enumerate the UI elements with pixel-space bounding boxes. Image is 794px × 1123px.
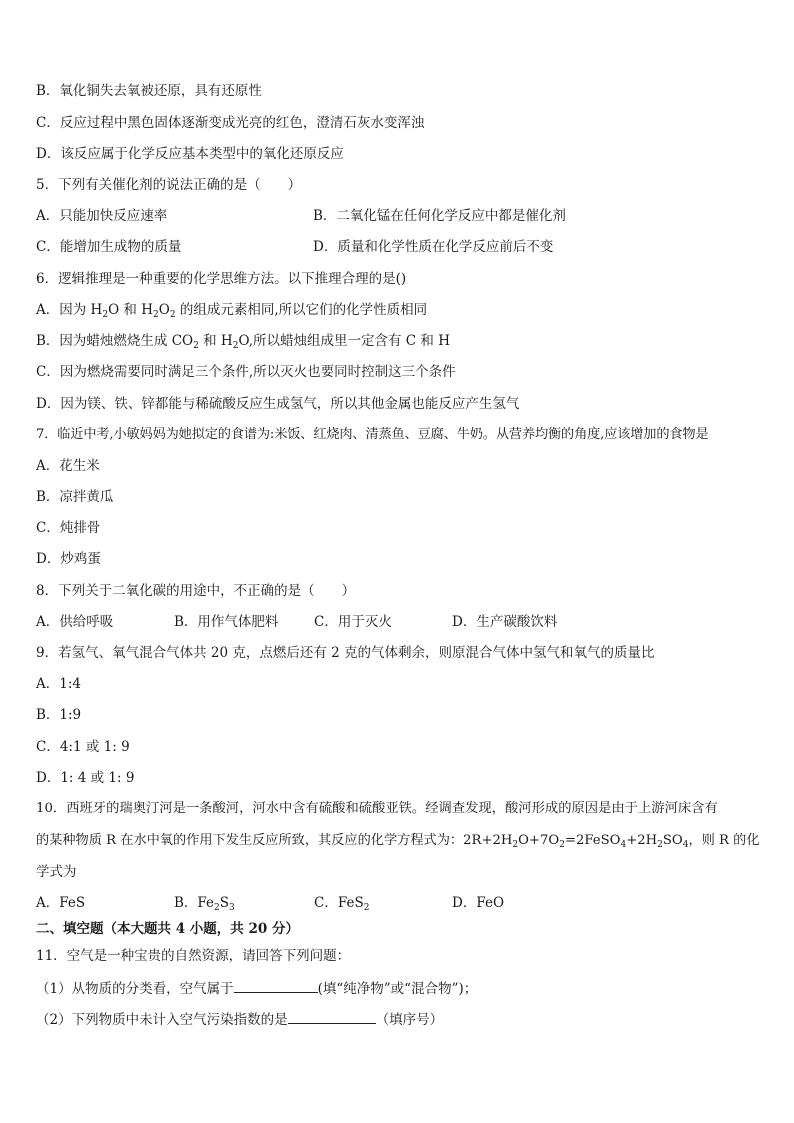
q7-option-c: C．炖排骨 (36, 520, 101, 536)
section-title: 二、填空题（本大题共 4 小题，共 20 分） (36, 921, 299, 937)
q7-option-a: A．花生米 (36, 458, 100, 474)
q9-stem: 9．若氢气、氧气混合气体共 20 克，点燃后还有 2 克的气体剩余，则原混合气体中氢气和氧气的质量比 (36, 645, 655, 661)
q7-option-d: D．炒鸡蛋 (36, 551, 101, 567)
q10-option-b: B．$Fe_2S_3$ (174, 895, 235, 913)
q10-option-c: C．FeS$_2$ (314, 895, 370, 913)
q8-option-a: A．供给呼吸 (36, 614, 114, 630)
q6-option-a: A．因为 $H_2O$ 和 $H_2O_2$ 的组成元素相同,所以它们的化学性质相同 (36, 302, 428, 320)
q8-option-b: B．用作气体肥料 (174, 614, 279, 630)
q5-stem: 5．下列有关催化剂的说法正确的是（ ） (36, 177, 302, 193)
q5-option-b: B．二氧化锰在任何化学反应中都是催化剂 (313, 208, 566, 224)
answer-blank-1[interactable] (234, 978, 318, 993)
q4-option-b: B．氧化铜失去氧被还原，具有还原性 (36, 83, 262, 99)
q10-option-d: D．FeO (452, 895, 505, 911)
q8-option-d: D．生产碳酸饮料 (452, 614, 558, 630)
q4-option-d: D．该反应属于化学反应基本类型中的氧化还原反应 (36, 146, 344, 162)
q6-stem: 6．逻辑推理是一种重要的化学思维方法。以下推理合理的是() (36, 271, 407, 287)
q5-option-a: A．只能加快反应速率 (36, 208, 168, 224)
q7-option-b: B．凉拌黄瓜 (36, 489, 114, 505)
q6-option-d: D．因为镁、铁、锌都能与稀硫酸反应生成氢气，所以其他金属也能反应产生氢气 (36, 396, 520, 412)
q11-part1: （1）从物质的分类看，空气属于 (填“纯净物”或“混合物”)； (36, 978, 477, 998)
q9-option-c: C．4:1 或 1: 9 (36, 739, 130, 755)
q11-stem: 11．空气是一种宝贵的自然资源，请回答下列问题： (36, 948, 351, 964)
q6-option-c: C．因为燃烧需要同时满足三个条件,所以灭火也要同时控制这三个条件 (36, 364, 456, 380)
q10-option-a: A．FeS (36, 895, 86, 911)
q9-option-a: A．1:4 (36, 676, 81, 692)
q5-option-c: C．能增加生成物的质量 (36, 239, 182, 255)
answer-blank-2[interactable] (288, 1009, 376, 1024)
q10-stem-line3: 学式为 (36, 864, 77, 880)
q8-stem: 8．下列关于二氧化碳的用途中，不正确的是（ ） (36, 583, 356, 599)
q4-option-c: C．反应过程中黑色固体逐渐变成光亮的红色，澄清石灰水变浑浊 (36, 115, 425, 131)
q5-option-d: D．质量和化学性质在化学反应前后不变 (313, 239, 554, 255)
q6-option-b: B．因为蜡烛燃烧生成 $CO_2$ 和 $H_2O$,所以蜡烛组成里一定含有 C 和 H (36, 333, 450, 351)
q7-stem: 7．临近中考,小敏妈妈为她拟定的食谱为:米饭、红烧肉、清蒸鱼、豆腐、牛奶。从营养均衡的角度,应该增加的食物是 (36, 427, 709, 442)
q10-stem-line2: 的某种物质 R 在水中氧的作用下发生反应所致，其反应的化学方程式为：$2R+2H_2O+7O_2=2FeSO_4+2H_2SO_4$，则 R 的化 (36, 833, 760, 850)
q9-option-b: B．1:9 (36, 707, 82, 723)
q10-stem-line1: 10．西班牙的瑞奥汀河是一条酸河，河水中含有硫酸和硫酸亚铁。经调查发现，酸河形成的原因是由于上游河床含有 (36, 801, 718, 816)
q11-part2: （2）下列物质中未计入空气污染指数的是 （填序号） (36, 1009, 443, 1029)
q9-option-d: D．1: 4 或 1: 9 (36, 770, 135, 786)
q8-option-c: C．用于灭火 (314, 614, 392, 630)
